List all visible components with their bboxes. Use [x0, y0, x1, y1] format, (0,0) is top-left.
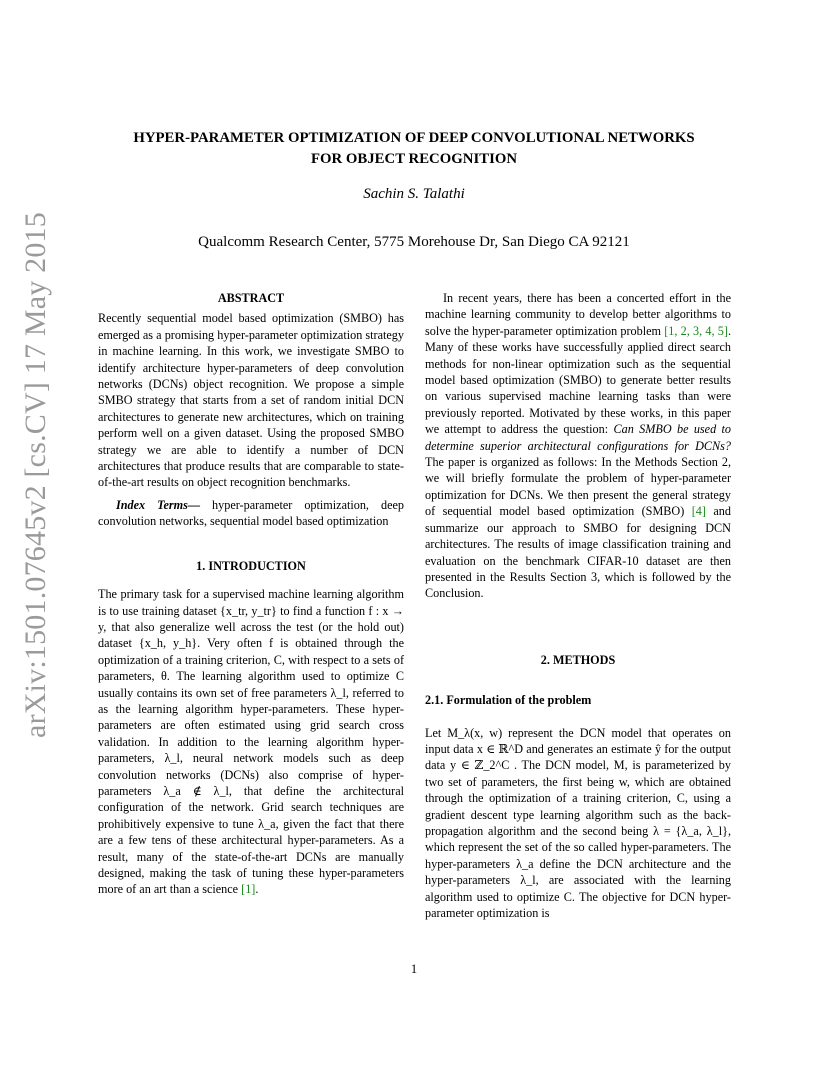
- index-terms: [98, 497, 404, 530]
- abstract-heading: ABSTRACT: [217, 291, 285, 305]
- author: Sachin S. Talathi: [363, 186, 465, 202]
- subsection-heading: 2.1. Formulation of the problem: [425, 693, 592, 708]
- intro-p1-text: The primary task for a supervised machine learning algorithm is to use training dataset {x_tr, y_tr} to find a function f : x → y, that also generalize well across the test (or the hold out) dataset {x_h, y_h}. Very often f is obtained through the optimization of a training criterion, C, with respect to a sets of parameters, θ. The learning algorithm used to optimize C usually contains its own set of free parameters λ_l, referred to as the learning algorithm hyper-parameters. These hyper-parameters are often estimated using grid search cross validation. In addition to the learning algorithm hyper-parameters, λ_l, neural network models such as deep convolution networks (DCNs) also comprise of hyper-parameters λ_a ∉ λ_l, that define the architectural configuration of the network. Grid search techniques are prohibitively expensive to tune λ_a, given the fact that there are a few tens of these architectural hyper-parameters. As a result, many of the state-of-the-art DCNs are manually designed, making the task of tuning these hyper-parameters more of an art than a science: [98, 587, 404, 897]
- page-number: 1: [410, 962, 418, 976]
- methods-paragraph-1: Let M_λ(x, w) represent the DCN model that operates on input data x ∈ ℝ^D and generates an estimate ŷ for the output data y ∈ ℤ_2^C . The DCN model, M, is parameterized by two set of parameters, the first being w, which are obtained through the optimization of a training criterion, C, using a gradient descent type learning algorithm such as the back-propagation algorithm and the second being λ = {λ_a, λ_l}, which represent the set of the so called hyper-parameters. The hyper-parameters λ_a define the DCN architecture and the hyper-parameters λ_l, are associated with the learning algorithm used to optimize C. The objective for DCN hyper-parameter optimization is: [425, 725, 731, 920]
- title-line-2: FOR OBJECT RECOGNITION: [310, 151, 518, 167]
- methods-heading: 2. METHODS: [540, 652, 616, 667]
- index-terms-text: hyper-parameter optimization, deep convolution networks, sequential model based optimization: [98, 497, 405, 529]
- intro-paragraph-1: [98, 586, 404, 898]
- research-question: Can SMBO be used to determine superior architectural configurations for DCNs?: [425, 422, 731, 453]
- abstract-text: Recently sequential model based optimization (SMBO) has emerged as a promising hyper-parameter optimization strategy in machine learning. In this work, we investigate SMBO to identify architecture hyper-parameters of deep convolution networks (DCNs) object recognition. We propose a simple SMBO strategy that starts from a set of random initial DCN architectures to generate new architectures, which on training perform well on a given dataset. Using the proposed SMBO strategy we are able to identify a number of DCN architectures that produce results that are comparable to state-of-the-art results on object recognition benchmarks.: [98, 311, 404, 490]
- intro-p2-c: The paper is organized as follows: In the Methods Section 2, we will briefly formulate the problem of hyper-parameter optimization for DCNs. We then present the general strategy of sequential model based optimization (SMBO): [425, 455, 731, 519]
- intro-paragraph-2: [425, 290, 731, 602]
- intro-p2-d: and summarize our approach to SMBO for designing DCN architectures. The results of image classification training and evaluation on the benchmark CIFAR-10 dataset are then presented in the Results Section 3, which is followed by the Conclusion.: [425, 504, 731, 601]
- title-line-1: HYPER-PARAMETER OPTIMIZATION OF DEEP CONVOLUTIONAL NETWORKS: [133, 130, 695, 146]
- right-column: [425, 290, 731, 921]
- intro-p2-a: In recent years, there has been a concerted effort in the machine learning community to develop better algorithms to solve the hyper-parameter optimization problem: [425, 291, 731, 338]
- affiliation: Qualcomm Research Center, 5775 Morehouse Dr, San Diego CA 92121: [198, 234, 630, 250]
- citation-link[interactable]: [4]: [691, 504, 706, 519]
- intro-p1-end: .: [255, 882, 259, 897]
- paper-title: [100, 128, 728, 170]
- intro-heading: 1. INTRODUCTION: [196, 558, 306, 573]
- left-column: [98, 290, 404, 898]
- intro-p2-b: . Many of these works have successfully applied direct search methods for non-linear optimization such as the sequential model based optimization (SMBO) to generate better results on various supervised machine learning tasks than were previously reported. Motivated by these works, in this paper we attempt to address the question:: [425, 323, 731, 437]
- citation-link[interactable]: [1]: [241, 882, 256, 897]
- index-terms-label: Index Terms—: [116, 497, 201, 512]
- arxiv-watermark: arXiv:1501.07645v2 [cs.CV] 17 May 2015: [19, 212, 52, 738]
- citation-links[interactable]: [1, 2, 3, 4, 5]: [664, 323, 728, 338]
